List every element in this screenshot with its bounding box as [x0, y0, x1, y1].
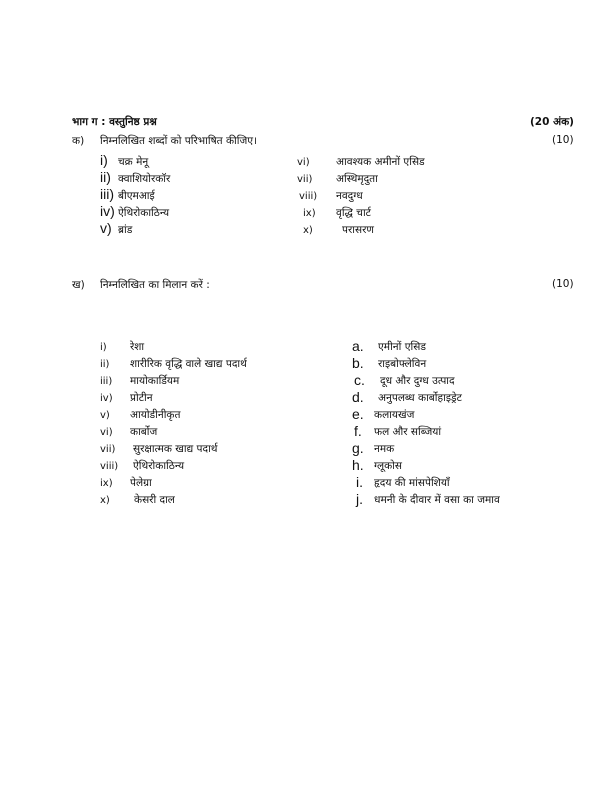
list-item-text: ऐथिरोकाठिन्य — [118, 207, 170, 219]
list-item-number: vi) — [100, 427, 113, 438]
match-option-text: हृदय की मांसपेशियाँ — [374, 477, 450, 489]
match-option-text: अनुपलब्ध कार्बोहाइड्रेट — [378, 392, 462, 404]
match-option-letter: f. — [354, 423, 362, 439]
list-item-text: परासरण — [342, 224, 374, 236]
list-item-number: viii) — [100, 461, 119, 472]
list-item-text: मायोकार्डियम — [130, 375, 180, 387]
match-option-text: ग्लूकोस — [374, 460, 402, 472]
match-option-text: कलायखंज — [374, 409, 415, 421]
match-option-text: दूध और दुग्ध उत्पाद — [380, 375, 455, 387]
list-item-number: iv) — [100, 203, 115, 219]
list-item-number: viii) — [299, 191, 318, 202]
match-option-letter: g. — [352, 440, 364, 456]
list-item-number: iii) — [100, 186, 114, 202]
match-option-letter: d. — [352, 389, 364, 405]
list-item-text: चक्र मेनू — [118, 156, 149, 168]
part-b-instruction: निम्नलिखित का मिलान करें : — [100, 279, 210, 291]
match-option-letter: b. — [352, 355, 364, 371]
list-item-text: अस्थिमृदुता — [336, 173, 378, 185]
list-item-text: प्रोटीन — [130, 392, 153, 404]
list-item-text: वृद्धि चार्ट — [336, 207, 371, 219]
list-item-number: vii) — [100, 444, 116, 455]
list-item-text: आवश्यक अमीनों एसिड — [336, 156, 425, 168]
match-option-letter: h. — [352, 457, 364, 473]
list-item-number: ix) — [303, 208, 316, 219]
list-item-number: v) — [100, 410, 110, 421]
list-item-text: पेलेग्रा — [130, 477, 152, 489]
match-option-text: नमक — [374, 443, 395, 455]
list-item-text: केसरी दाल — [134, 494, 175, 506]
section-marks: (20 अंक) — [530, 116, 574, 128]
match-option-text: फल और सब्जियां — [374, 426, 442, 438]
list-item-number: iv) — [100, 393, 113, 404]
part-a-instruction: निम्नलिखित शब्दों को परिभाषित कीजिए। — [100, 135, 258, 147]
list-item-number: i) — [100, 152, 108, 168]
list-item-text: कार्बोज — [130, 426, 158, 438]
list-item-number: v) — [100, 220, 112, 236]
list-item-number: x) — [303, 225, 313, 236]
list-item-number: x) — [100, 495, 110, 506]
match-option-text: धमनी के दीवार में वसा का जमाव — [374, 494, 500, 506]
list-item-number: vi) — [297, 157, 310, 168]
list-item-number: ii) — [100, 169, 111, 185]
part-a-marks: (10) — [552, 134, 574, 146]
match-option-text: राइबोफ्लेविन — [378, 358, 427, 370]
match-option-text: एमीनों एसिड — [378, 341, 426, 353]
part-b-marks: (10) — [552, 278, 574, 290]
part-b-label: ख) — [72, 279, 85, 291]
list-item-number: ix) — [100, 478, 113, 489]
list-item-text: क्वाशियोरकॉर — [118, 173, 171, 185]
list-item-number: iii) — [100, 376, 113, 387]
match-option-letter: e. — [352, 406, 364, 422]
list-item-number: ii) — [100, 359, 110, 370]
list-item-text: आयोडीनीकृत — [130, 409, 181, 421]
list-item-text: नवदुग्ध — [336, 190, 363, 202]
list-item-text: सुरक्षात्मक खाद्य पदार्थ — [133, 443, 218, 455]
section-title: भाग ग : वस्तुनिष्ठ प्रश्न — [72, 116, 157, 128]
match-option-letter: c. — [354, 372, 365, 388]
list-item-text: शारीरिक वृद्धि वाले खाद्य पदार्थ — [130, 358, 247, 370]
list-item-number: i) — [100, 342, 107, 353]
part-a-label: क) — [72, 135, 85, 147]
list-item-text: ऐथिरोकाठिन्य — [133, 460, 185, 472]
list-item-text: रेशा — [130, 341, 145, 353]
match-option-letter: a. — [352, 338, 364, 354]
list-item-text: ब्रांड — [118, 224, 133, 236]
list-item-text: बीएमआई — [118, 190, 155, 202]
match-option-letter: j. — [356, 491, 363, 507]
match-option-letter: i. — [356, 474, 363, 490]
list-item-number: vii) — [297, 174, 313, 185]
